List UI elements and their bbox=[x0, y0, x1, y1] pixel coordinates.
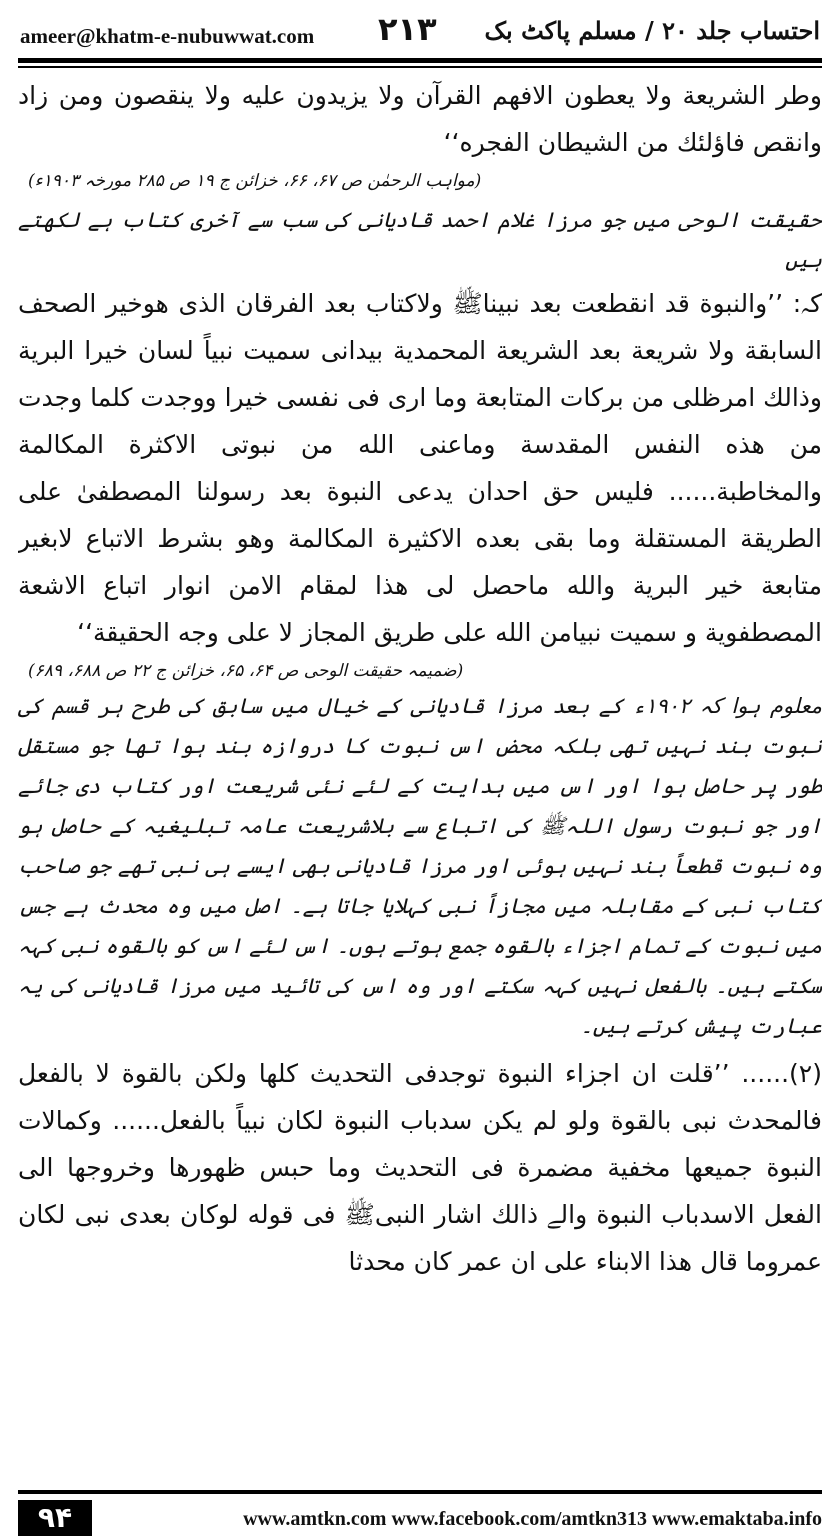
footer-links: www.amtkn.com www.facebook.com/amtkn313 www.emaktaba.info bbox=[243, 1508, 822, 1530]
footer-rule bbox=[18, 1490, 822, 1494]
reference-1: (مواہب الرحمٰن ص ۶۷، ۶۶، خزائن ج ۱۹ ص ۲۸۵ مورخہ ۱۹۰۳ء) bbox=[28, 171, 482, 191]
page-body bbox=[18, 72, 822, 1482]
arabic-paragraph-3: (۲)...... ’’قلت ان اجزاء النبوة توجدفى التحديث كلها ولكن بالقوة لا بالفعل فالمحدث نبى بالقوة ولو لم يكن سدباب النبوة لكان نبياً بالفعل...... وكمالات النبوة جميعها مخفية مضمرة فى التحديث وما حبس ظهورها وخروجها الى الفعل الاسدباب النبوة والے ذالك اشار النبىﷺ فى قوله لوكان بعدى نبى لكان عمروما قال هذا الابناء على ان عمر كان محدثا bbox=[18, 1059, 822, 1276]
footer-page-number: ۹۴ bbox=[18, 1500, 92, 1536]
arabic-paragraph-1: وطر الشريعة ولا يعطون الافهم القرآن ولا يزيدون عليه ولا ينقصون ومن زاد وانقص فاؤلئك من الشيطان الفجره‘‘ bbox=[18, 81, 822, 157]
page-footer bbox=[0, 1488, 840, 1540]
header-email: ameer@khatm-e-nubuwwat.com bbox=[20, 24, 315, 48]
header-page-number: ۲۱۳ bbox=[378, 10, 437, 48]
arabic-paragraph-2: کہ: ’’والنبوة قد انقطعت بعد نبيناﷺ ولاكتاب بعد الفرقان الذى هوخير الصحف السابقة ولا شريعة بعد الشريعة المحمدية بيدانى سميت نبياً لسان خيرا البرية وذالك امرظلى من بركات المتابعة وما ارى فى نفسى خيرا ووجدت كلما وجدت من هذه النفس المقدسة وماعنى الله من نبوتى الاكثرة المكالمة والمخاطبة...... فليس حق احدان يدعى النبوة بعد رسولنا المصطفىٰ على الطريقة المستقلة وما بقى بعده الاكثيرة المكالمة وهو بشرط الاتباع لابغير متابعة خير البرية والله ماحصل لى هذا لمقام الامن انوار اتباع الاشعة المصطفوية و سميت نبيامن الله على طريق المجاز لا على وجه الحقيقة‘‘ bbox=[18, 289, 822, 647]
page-header bbox=[0, 0, 840, 60]
urdu-paragraph-intro: حقیقت الوحی میں جو مرزا غلام احمد قادیانی کی سب سے آخری کتاب ہے لکھتے ہیں bbox=[18, 208, 822, 272]
header-rule-thick bbox=[18, 58, 822, 63]
urdu-paragraph-commentary: معلوم ہوا کہ ۱۹۰۲ء کے بعد مرزا قادیانی کے خیال میں سابق کی طرح ہر قسم کی نبوت بند نہیں تھی بلکہ محض اس نبوت کا دروازہ بند ہوا تھا جو مستقل طور پر حاصل ہوا اور اس میں ہدایت کے لئے نئی شریعت اور کتاب دی جائے اور جو نبوت رسول اللہﷺ کی اتباع سے بلاشریعت عامہ تبلیغیہ کے حاصل ہو وہ نبوت قطعاً بند نہیں ہوئی اور مرزا قادیانی بھی ایسے ہی نبی تھے جو صاحب کتاب نبی کے مقابلہ میں مجازاً نبی کہلایا جاتا ہے۔ اصل میں وہ محدث ہے جس میں نبوت کے تمام اجزاء بالقوہ جمع ہوتے ہوں۔ اس لئے اس کو بالقوہ نبی کہہ سکتے ہیں۔ بالفعل نہیں کہہ سکتے اور وہ اس کی تائید میں مرزا قادیانی کی یہ عبارت پیش کرتے ہیں۔ bbox=[18, 694, 822, 1038]
reference-2: (ضمیمہ حقیقت الوحی ص ۶۴، ۶۵، خزائن ج ۲۲ ص ۶۸۸، ۶۸۹) bbox=[28, 661, 464, 681]
header-rule-thin bbox=[18, 66, 822, 68]
header-book-title: احتساب جلد ۲۰ / مسلم پاکٹ بک bbox=[484, 16, 820, 45]
